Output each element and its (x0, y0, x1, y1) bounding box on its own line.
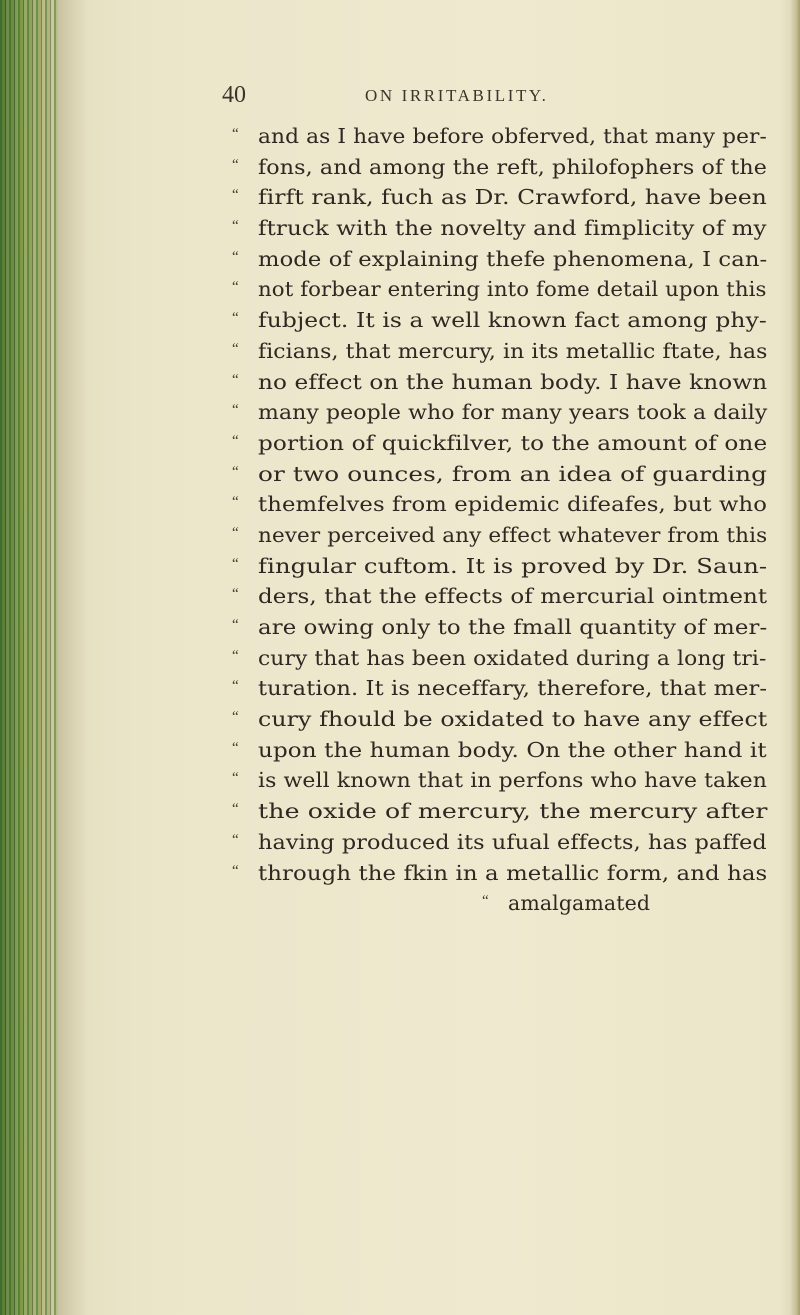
quote-mark: “ (232, 248, 239, 265)
line-text: themfelves from epidemic difeafes, but who (258, 492, 768, 517)
line-text: or two ounces, from an idea of guarding (258, 461, 768, 486)
line-text: firft rank, fuch as Dr. Crawford, have been (258, 185, 767, 210)
line-text: ficians, that mercury, in its metallic ftate, has (258, 338, 768, 363)
quote-mark: “ (232, 709, 239, 726)
quote-mark: “ (232, 801, 239, 818)
text-line (232, 646, 767, 677)
quote-mark: “ (232, 279, 239, 296)
line-text: amalgamated (508, 891, 651, 916)
quote-mark: “ (232, 371, 239, 388)
quote-mark: “ (232, 432, 239, 449)
line-text: ftruck with the novelty and fimplicity of my (258, 216, 767, 241)
text-line (232, 799, 767, 830)
quote-mark: “ (232, 524, 239, 541)
line-text: not forbear entering into fome detail upon this (258, 277, 767, 302)
text-line (232, 707, 767, 738)
text-line (232, 676, 767, 707)
line-text: is well known that in perfons who have taken (258, 768, 767, 793)
quote-mark: “ (232, 156, 239, 173)
line-text: many people who for many years took a daily (258, 400, 768, 425)
quote-mark: “ (232, 555, 239, 572)
binding-gutter (0, 0, 58, 1315)
text-line (232, 768, 767, 799)
quote-mark: “ (232, 647, 239, 664)
text-line (232, 277, 767, 308)
quote-mark: “ (232, 739, 239, 756)
line-text: ders, that the effects of mercurial ointment (258, 584, 768, 609)
quote-mark: “ (232, 862, 239, 879)
line-text: fons, and among the reft, philofophers of the (258, 154, 767, 179)
text-line (232, 431, 767, 462)
text-line (232, 185, 767, 216)
line-text: through the fkin in a metallic form, and has (258, 860, 768, 885)
text-line (232, 339, 767, 370)
quote-mark: “ (232, 463, 239, 480)
quote-mark: “ (482, 893, 489, 910)
text-line (232, 584, 767, 615)
quote-mark: “ (232, 126, 239, 142)
quote-mark: “ (232, 218, 239, 235)
text-line (232, 554, 767, 585)
line-text: no effect on the human body. I have known (258, 369, 768, 394)
text-line (232, 738, 767, 769)
text-line (232, 462, 767, 493)
running-head: ON IRRITABILITY. (365, 86, 549, 105)
text-line (232, 216, 767, 247)
line-text: cury fhould be oxidated to have any effect (258, 707, 768, 732)
quote-mark: “ (232, 494, 239, 511)
quote-mark: “ (232, 402, 239, 419)
text-line (232, 492, 767, 523)
text-line (232, 124, 767, 155)
page-number: 40 (222, 82, 246, 108)
gutter-shadow (58, 0, 88, 1315)
line-text: having produced its ufual effects, has paffed (258, 829, 767, 854)
page-header (0, 82, 800, 122)
line-text: turation. It is neceffary, therefore, that mer- (258, 676, 768, 701)
quote-mark: “ (232, 310, 239, 327)
quote-mark: “ (232, 770, 239, 787)
quote-mark: “ (232, 340, 239, 357)
quote-mark: “ (232, 586, 239, 603)
text-line (232, 370, 767, 401)
page-edge (790, 0, 800, 1315)
text-line (232, 861, 767, 892)
line-text: fingular cuftom. It is proved by Dr. Saun- (258, 553, 768, 578)
text-line (232, 891, 767, 922)
text-line (232, 615, 767, 646)
text-line (232, 400, 767, 431)
line-text: fubject. It is a well known fact among phy- (258, 308, 767, 333)
line-text: never perceived any effect whatever from this (258, 522, 768, 547)
body-text (232, 124, 767, 922)
text-line (232, 308, 767, 339)
line-text: are owing only to the fmall quantity of mer- (258, 615, 768, 639)
line-text: portion of quickfilver, to the amount of one (258, 430, 768, 455)
line-text: mode of explaining thefe phenomena, I can- (258, 246, 768, 271)
line-text: the oxide of mercury, the mercury after (258, 799, 768, 824)
quote-mark: “ (232, 187, 239, 204)
quote-mark: “ (232, 617, 239, 633)
quote-mark: “ (232, 831, 239, 848)
text-line (232, 155, 767, 186)
text-line (232, 830, 767, 861)
line-text: cury that has been oxidated during a long tri- (258, 645, 767, 670)
text-line (232, 247, 767, 278)
line-text: and as I have before obferved, that many per- (258, 124, 767, 148)
text-line (232, 523, 767, 554)
quote-mark: “ (232, 678, 239, 695)
line-text: upon the human body. On the other hand it (258, 737, 767, 762)
